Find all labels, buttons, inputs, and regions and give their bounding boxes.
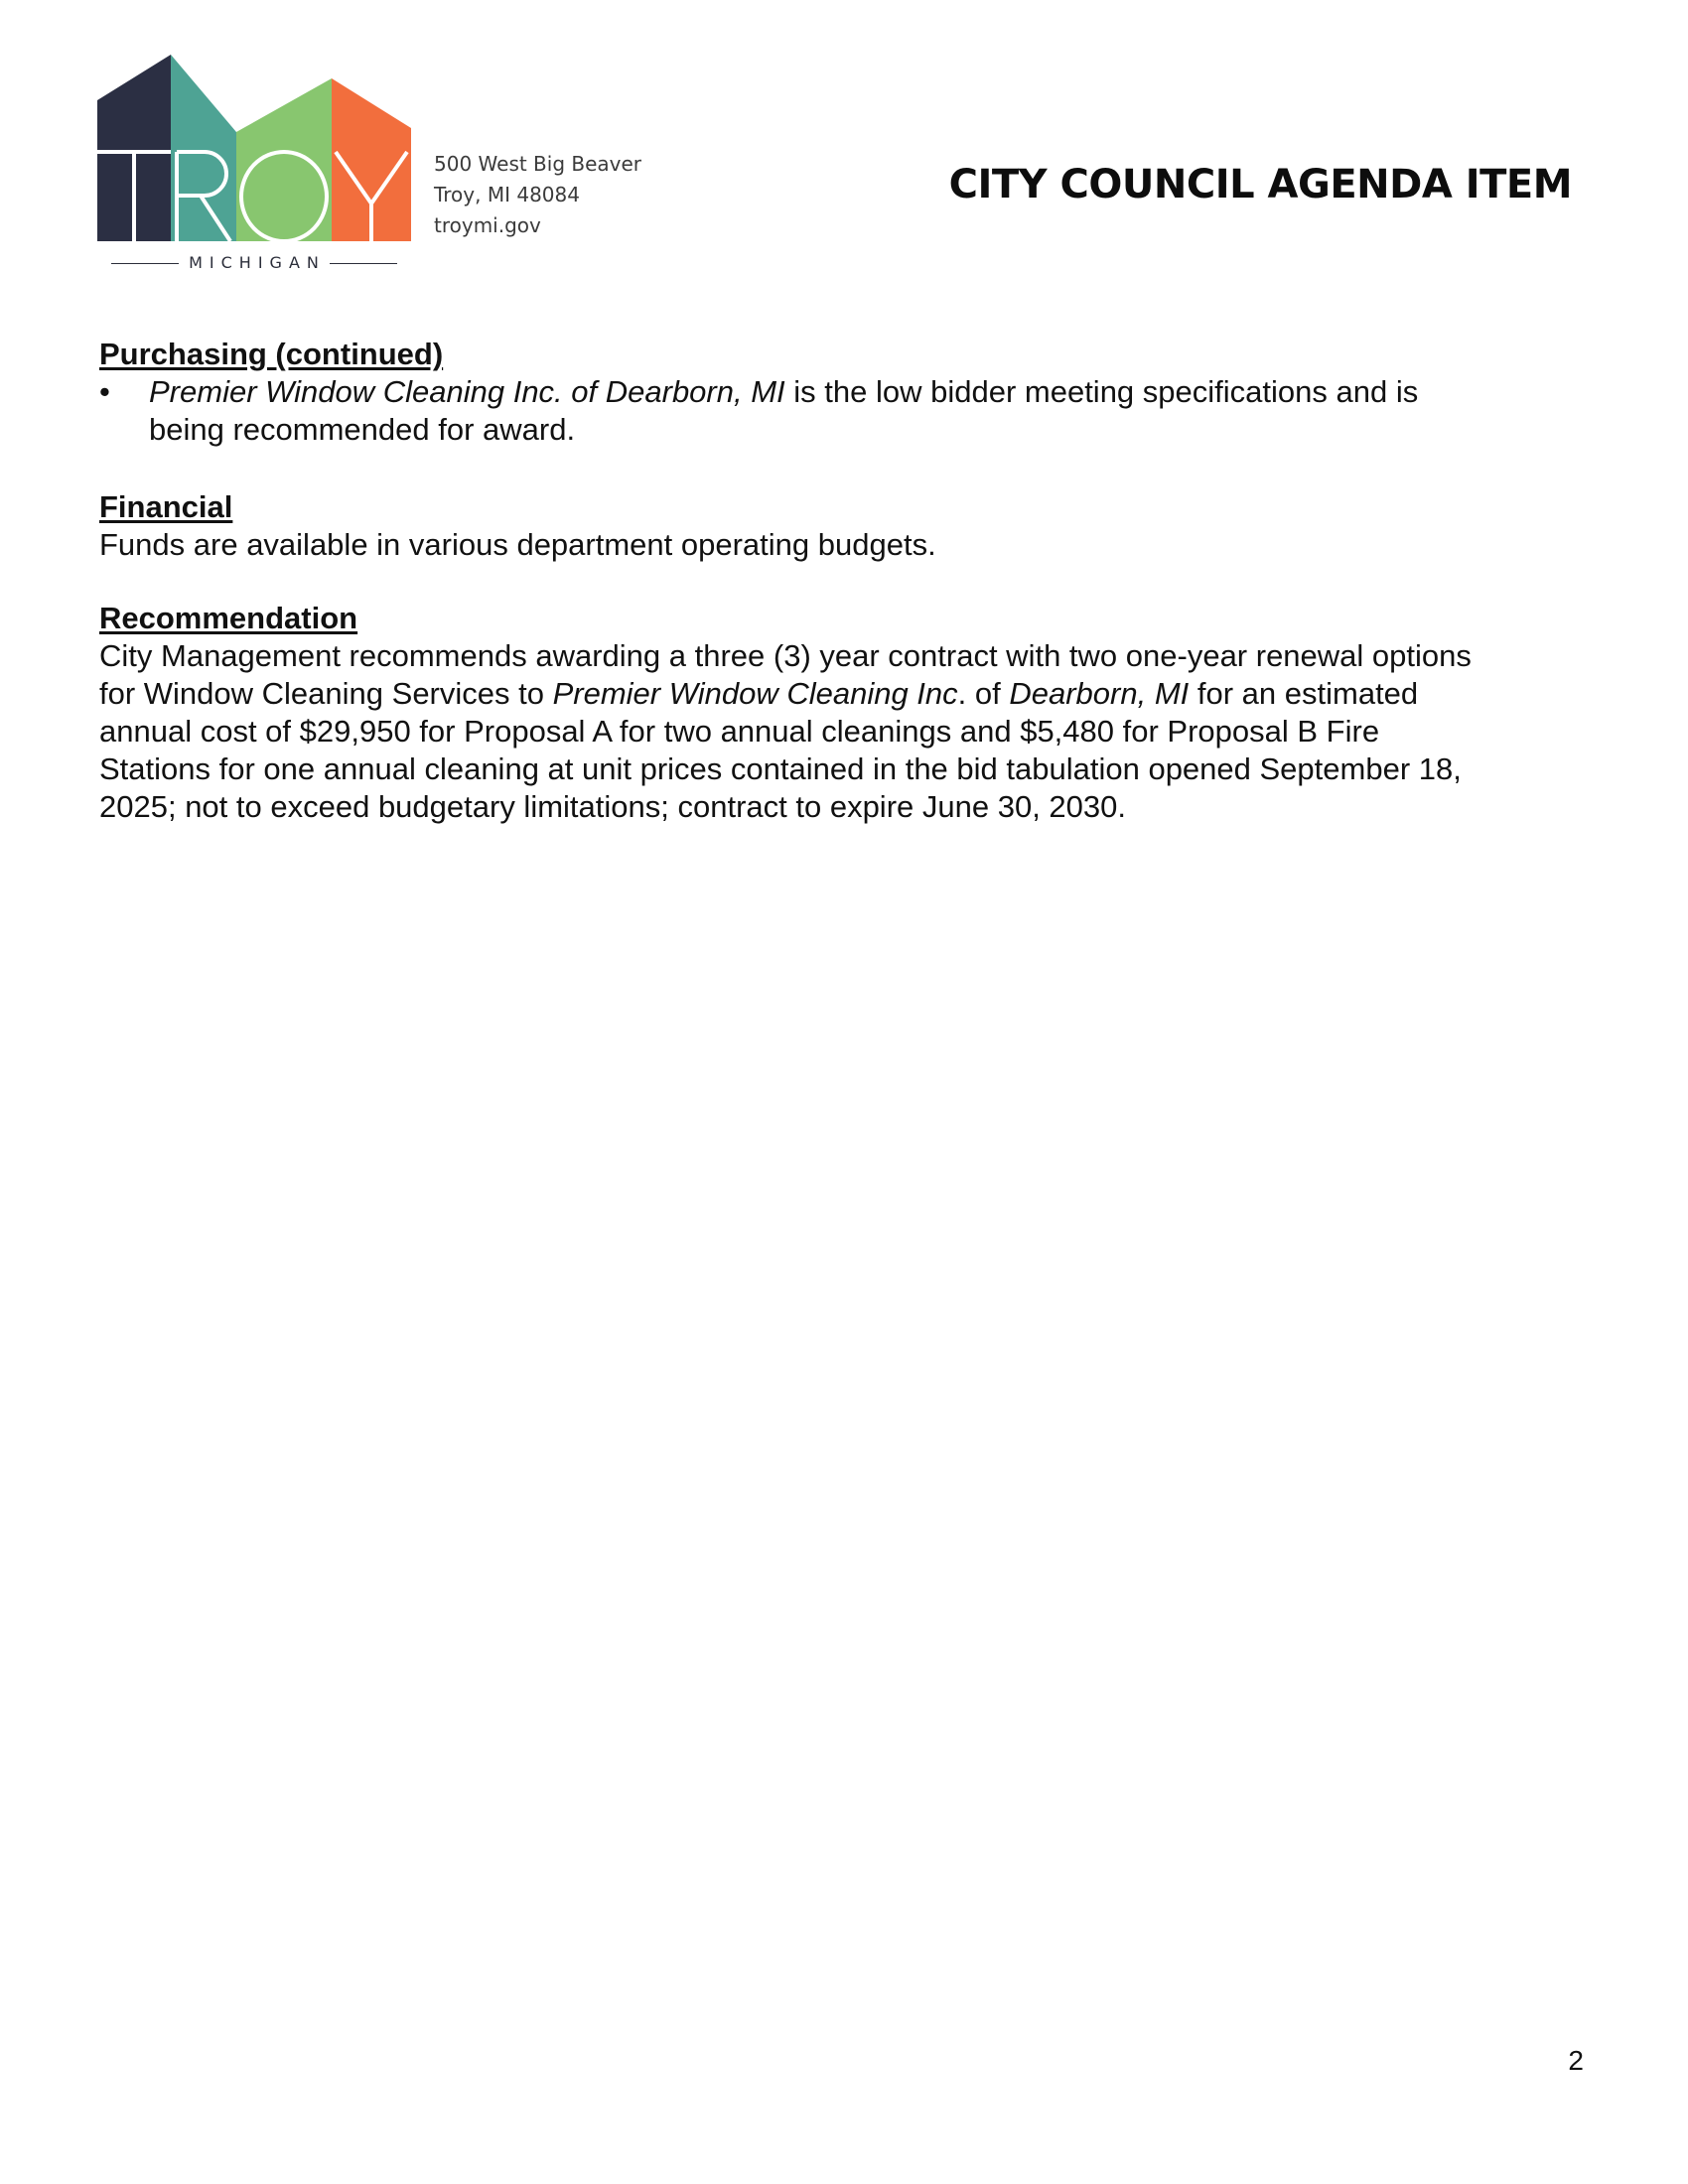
address-city: Troy, MI 48084: [434, 183, 580, 206]
page-number: 2: [1568, 2045, 1584, 2076]
purchasing-bullet-line-1: [149, 373, 1549, 411]
recommendation-line-4: Stations for one annual cleaning at unit prices contained in the bid tabulation opened September 18,: [99, 751, 1462, 786]
address-website: troymi.gov: [434, 213, 541, 237]
document-body: [99, 336, 1589, 826]
purchasing-bullet: [99, 373, 1589, 449]
troy-logo-mark: [97, 55, 411, 253]
financial-heading: Financial: [99, 489, 233, 524]
purchasing-bullet-rest: is the low bidder meeting specifications and is: [784, 374, 1419, 409]
section-spacer: [99, 449, 1589, 488]
recommendation-vendor-name: Premier Window Cleaning Inc: [552, 676, 958, 711]
logo-subtitle-left-rule: [111, 263, 179, 264]
purchasing-heading: Purchasing (continued): [99, 337, 444, 371]
bullet-mark: •: [99, 374, 110, 409]
troy-logo: [97, 55, 411, 273]
recommendation-line-2-pre: for Window Cleaning Services to: [99, 676, 553, 711]
recommendation-line-5: 2025; not to exceed budgetary limitations; contract to expire June 30, 2030.: [99, 789, 1126, 824]
logo-subtitle-text: MICHIGAN: [189, 253, 326, 272]
recommendation-vendor-location: Dearborn, MI: [1009, 676, 1190, 711]
logo-subtitle: [97, 253, 411, 273]
recommendation-line-2: [99, 675, 1589, 713]
financial-text: Funds are available in various department operating budgets.: [99, 527, 936, 562]
recommendation-line-2-post: for an estimated: [1189, 676, 1419, 711]
recommendation-heading: Recommendation: [99, 601, 358, 635]
city-address: [434, 149, 641, 241]
address-street: 500 West Big Beaver: [434, 152, 642, 176]
recommendation-line-2-mid: . of: [957, 676, 1010, 711]
purchasing-bullet-text: [149, 373, 1549, 449]
recommendation-line-3: annual cost of $29,950 for Proposal A for two annual cleanings and $5,480 for Proposal B Fire: [99, 714, 1380, 749]
recommendation-line-1: City Management recommends awarding a three (3) year contract with two one-year renewal options: [99, 638, 1472, 673]
document-title: CITY COUNCIL AGENDA ITEM: [948, 162, 1572, 207]
purchasing-bullet-line-2: being recommended for award.: [149, 412, 576, 447]
vendor-name: Premier Window Cleaning Inc. of Dearborn, MI: [149, 374, 785, 409]
section-spacer: [99, 564, 1589, 600]
logo-subtitle-right-rule: [330, 263, 397, 264]
